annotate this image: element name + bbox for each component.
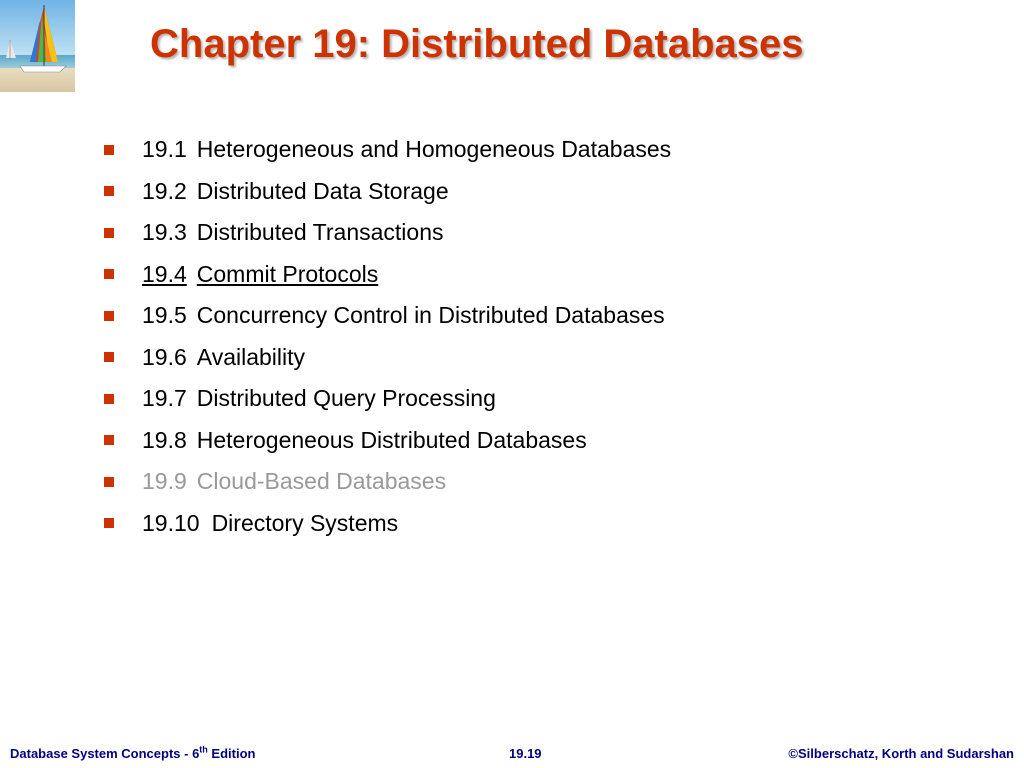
square-bullet-icon	[104, 518, 114, 528]
square-bullet-icon	[104, 311, 114, 321]
section-item	[104, 503, 671, 545]
section-title: Distributed Query Processing	[196, 385, 496, 412]
section-number[interactable]: 19.4	[142, 260, 187, 287]
footer-book-title-prefix: Database System Concepts - 6	[10, 746, 200, 761]
footer-page-number: 19.19	[509, 746, 542, 761]
section-title: Cloud-Based Databases	[196, 468, 447, 495]
section-title: Heterogeneous Distributed Databases	[196, 426, 587, 453]
section-number: 19.1	[142, 136, 187, 163]
slide-title: Chapter 19: Distributed Databases	[150, 22, 804, 66]
slide-footer	[0, 746, 1024, 764]
footer-edition-superscript: th	[199, 744, 208, 755]
section-title-link[interactable]: Commit Protocols	[196, 260, 379, 287]
footer-book-title	[10, 746, 255, 761]
section-title: Distributed Transactions	[196, 219, 444, 246]
section-item	[104, 420, 671, 462]
square-bullet-icon	[104, 352, 114, 362]
section-title: Concurrency Control in Distributed Databases	[196, 302, 665, 329]
square-bullet-icon	[104, 394, 114, 404]
square-bullet-icon	[104, 186, 114, 196]
section-item-current-link[interactable]	[104, 254, 671, 296]
footer-book-title-suffix: Edition	[207, 746, 256, 761]
section-number: 19.2	[142, 177, 187, 204]
section-number: 19.10	[142, 509, 200, 536]
section-number: 19.5	[142, 302, 187, 329]
sailboat-logo-icon	[0, 0, 75, 92]
square-bullet-icon	[104, 228, 114, 238]
section-number: 19.6	[142, 343, 187, 370]
section-number: 19.9	[142, 468, 187, 495]
section-number: 19.3	[142, 219, 187, 246]
section-title: Heterogeneous and Homogeneous Databases	[196, 136, 672, 163]
section-title: Distributed Data Storage	[196, 177, 449, 204]
section-item	[104, 129, 671, 171]
section-number: 19.8	[142, 426, 187, 453]
square-bullet-icon	[104, 269, 114, 279]
square-bullet-icon	[104, 145, 114, 155]
square-bullet-icon	[104, 435, 114, 445]
footer-copyright: ©Silberschatz, Korth and Sudarshan	[788, 746, 1014, 761]
section-item	[104, 171, 671, 213]
section-title: Directory Systems	[211, 509, 399, 536]
section-item	[104, 337, 671, 379]
section-item	[104, 378, 671, 420]
section-title: Availability	[196, 343, 306, 370]
section-item-dimmed	[104, 461, 671, 503]
section-list	[104, 129, 671, 544]
section-number: 19.7	[142, 385, 187, 412]
section-item	[104, 212, 671, 254]
section-item	[104, 295, 671, 337]
square-bullet-icon	[104, 477, 114, 487]
